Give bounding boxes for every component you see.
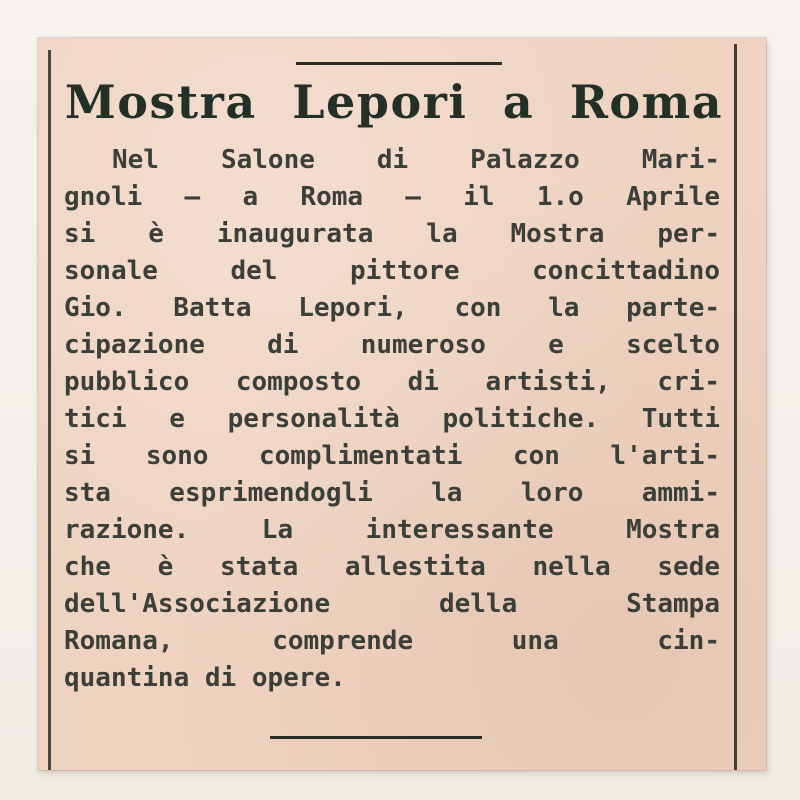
article-line: Nel Salone di Palazzo Mari- bbox=[112, 145, 720, 175]
column-rule-right bbox=[734, 44, 737, 770]
article-line: cipazione di numeroso e scelto bbox=[64, 330, 720, 360]
article-line: gnoli — a Roma — il 1.o Aprile bbox=[64, 182, 720, 212]
article-body bbox=[64, 142, 720, 697]
article-line: sta esprimendogli la loro ammi- bbox=[64, 478, 720, 508]
article-line: razione. La interessante Mostra bbox=[64, 515, 720, 545]
article-end-rule bbox=[270, 736, 482, 739]
article-line: si è inaugurata la Mostra per- bbox=[64, 219, 720, 249]
article-line: che è stata allestita nella sede bbox=[64, 552, 720, 582]
article-line: tici e personalità politiche. Tutti bbox=[64, 404, 720, 434]
article-headline: Mostra Lepori a Roma bbox=[64, 75, 724, 129]
article-line: Romana, comprende una cin- bbox=[64, 626, 720, 656]
article-line: dell'Associazione della Stampa bbox=[64, 589, 720, 619]
article-line: Gio. Batta Lepori, con la parte- bbox=[64, 293, 720, 323]
article-line: sonale del pittore concittadino bbox=[64, 256, 720, 286]
article-line: quantina di opere. bbox=[64, 663, 346, 693]
article-line: pubblico composto di artisti, cri- bbox=[64, 367, 720, 397]
article-line: si sono complimentati con l'arti- bbox=[64, 441, 720, 471]
column-rule-left bbox=[48, 50, 51, 770]
headline-rule-top bbox=[296, 62, 502, 65]
